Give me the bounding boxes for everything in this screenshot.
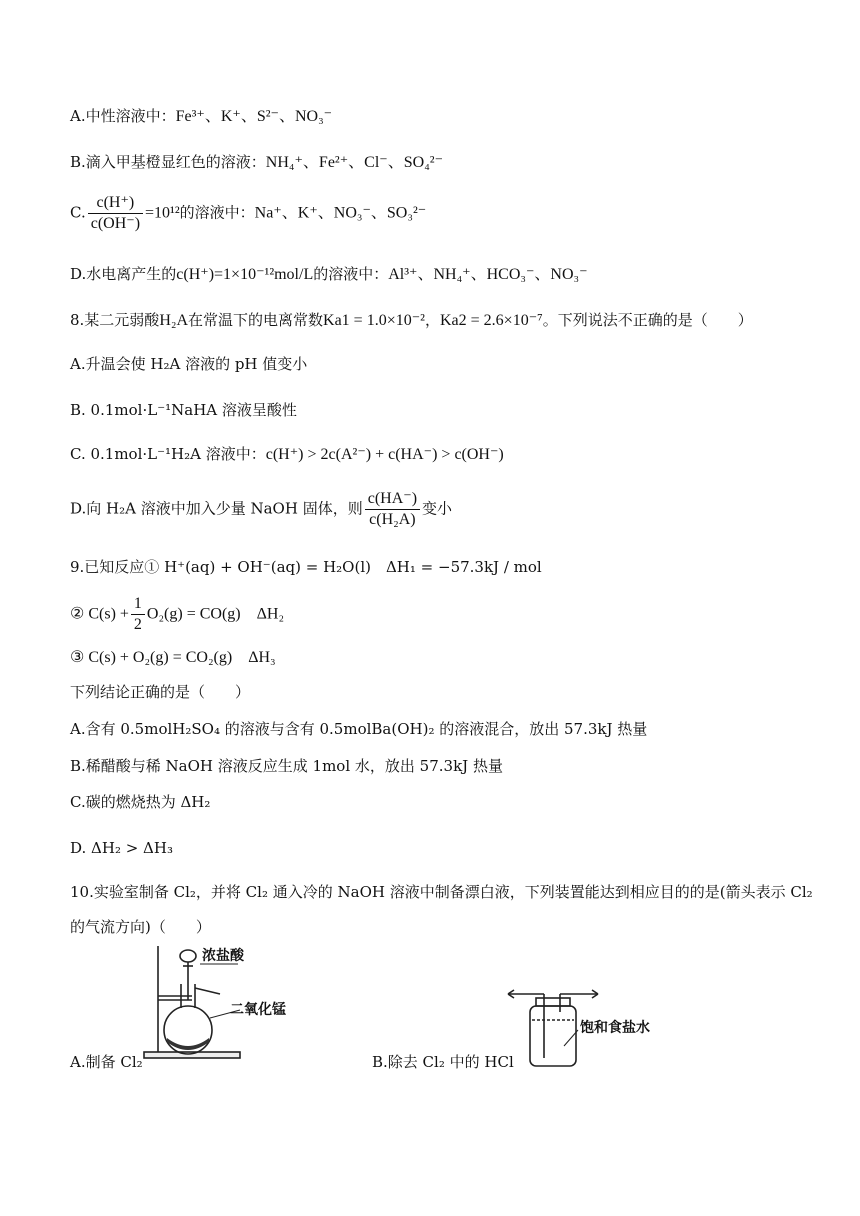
- q9-option-d: D. ΔH₂ > ΔH₃: [70, 839, 173, 857]
- q7-option-d-label: D.水电离产生的: [70, 265, 177, 283]
- q8-ka1: Ka1 = 1.0×10⁻²: [323, 312, 425, 329]
- q7-option-d: [70, 264, 588, 285]
- q7-option-a: [70, 106, 332, 127]
- q7-option-a-ions: Fe³⁺、K⁺、S²⁻、NO₃⁻: [175, 108, 333, 125]
- q7-option-d-text: 的溶液中：: [313, 265, 389, 283]
- q7-option-c: [70, 193, 426, 234]
- q9-option-c: C.碳的燃烧热为 ΔH₂: [70, 793, 211, 811]
- q8-option-d-label: D.向 H₂A 溶液中加入少量 NaOH 固体，则: [70, 499, 363, 518]
- q9-reaction-2: [70, 594, 284, 635]
- q7-option-a-label: A.中性溶液中：: [70, 107, 176, 125]
- q8-separator: ，: [424, 311, 440, 329]
- figure-b-label-brine: 饱和食盐水: [580, 1020, 650, 1036]
- figure-a-label-hcl: 浓盐酸: [202, 948, 244, 964]
- figure-a-apparatus: [140, 942, 300, 1064]
- q9-option-b: B.稀醋酸与稀 NaOH 溶液反应生成 1mol 水，放出 57.3kJ 热量: [70, 757, 503, 775]
- q9-reaction-2-numerator: 1: [131, 594, 145, 615]
- q8-option-c: [70, 444, 504, 465]
- q8-option-d-denominator: c(H₂A): [369, 511, 416, 528]
- q7-option-c-label: C.: [70, 203, 86, 222]
- q8-option-d-numerator: c(HA⁻): [365, 489, 420, 510]
- q8-option-c-math: c(H⁺) > 2c(A²⁻) + c(HA⁻) > c(OH⁻): [265, 446, 504, 463]
- q9-ask: 下列结论正确的是（ ）: [70, 683, 251, 701]
- q8-option-d: [70, 489, 452, 530]
- q7-option-b-label: B.滴入甲基橙显红色的溶液：: [70, 153, 266, 171]
- q8-stem-text-b: 在常温下的电离常数: [188, 311, 324, 329]
- q7-option-c-ions: Na⁺、K⁺、NO₃⁻、SO₃²⁻: [254, 204, 427, 222]
- q10-option-a-caption: A.制备 Cl₂: [70, 1053, 143, 1071]
- q9-reaction-2-denominator: 2: [133, 616, 142, 633]
- q9-stem: 9.已知反应① H⁺(aq) + OH⁻(aq) = H₂O(l) ΔH₁ = −57.3kJ / mol: [70, 558, 542, 576]
- q8-option-d-fraction: [365, 489, 420, 530]
- q8-stem-text-a: 8.某二元弱酸: [70, 311, 160, 329]
- q7-option-d-math: c(H⁺)=1×10⁻¹²mol/L: [176, 266, 314, 283]
- q7-option-b-ions: NH₄⁺、Fe²⁺、Cl⁻、SO₄²⁻: [265, 154, 444, 171]
- q9-reaction-2-right: O₂(g) = CO(g) ΔH₂: [146, 605, 285, 623]
- q8-option-c-label: C. 0.1mol·L⁻¹H₂A 溶液中：: [70, 445, 266, 463]
- q9-option-a: A.含有 0.5molH₂SO₄ 的溶液与含有 0.5molBa(OH)₂ 的溶液混合，放出 57.3kJ 热量: [70, 720, 648, 738]
- q10-stem-line1: 10.实验室制备 Cl₂，并将 Cl₂ 通入冷的 NaOH 溶液中制备漂白液，下列装置能达到相应目的的是(箭头表示 Cl₂: [70, 883, 813, 901]
- q8-option-a: A.升温会使 H₂A 溶液的 pH 值变小: [70, 355, 308, 373]
- q7-option-d-ions: Al³⁺、NH₄⁺、HCO₃⁻、NO₃⁻: [388, 266, 588, 283]
- q7-option-c-denominator: c(OH⁻): [90, 215, 141, 232]
- q8-stem: [70, 310, 753, 331]
- q8-option-d-suffix: 变小: [422, 499, 453, 518]
- figure-a-label-mno2: 二氧化锰: [230, 1002, 286, 1018]
- q8-acid: H₂A: [159, 312, 188, 329]
- q8-stem-text-c: 。下列说法不正确的是（ ）: [542, 311, 753, 329]
- q10-stem-line2: 的气流方向)（ ）: [70, 918, 211, 936]
- q7-option-c-text: 的溶液中：: [179, 203, 255, 222]
- q8-option-b: B. 0.1mol·L⁻¹NaHA 溶液呈酸性: [70, 401, 297, 419]
- q8-ka2: Ka2 = 2.6×10⁻⁷: [439, 312, 543, 329]
- q7-option-c-equation: =10¹²: [145, 204, 180, 222]
- q10-option-b-caption: B.除去 Cl₂ 中的 HCl: [372, 1053, 514, 1071]
- q9-reaction-2-left: ② C(s) +: [70, 605, 129, 623]
- q7-option-c-fraction: [88, 193, 143, 234]
- q7-option-b: [70, 152, 443, 173]
- q7-option-c-numerator: c(H⁺): [88, 193, 143, 214]
- figure-b-apparatus: [500, 982, 660, 1070]
- q9-reaction-3: ③ C(s) + O₂(g) = CO₂(g) ΔH₃: [70, 649, 276, 666]
- q9-reaction-2-fraction: [131, 594, 145, 635]
